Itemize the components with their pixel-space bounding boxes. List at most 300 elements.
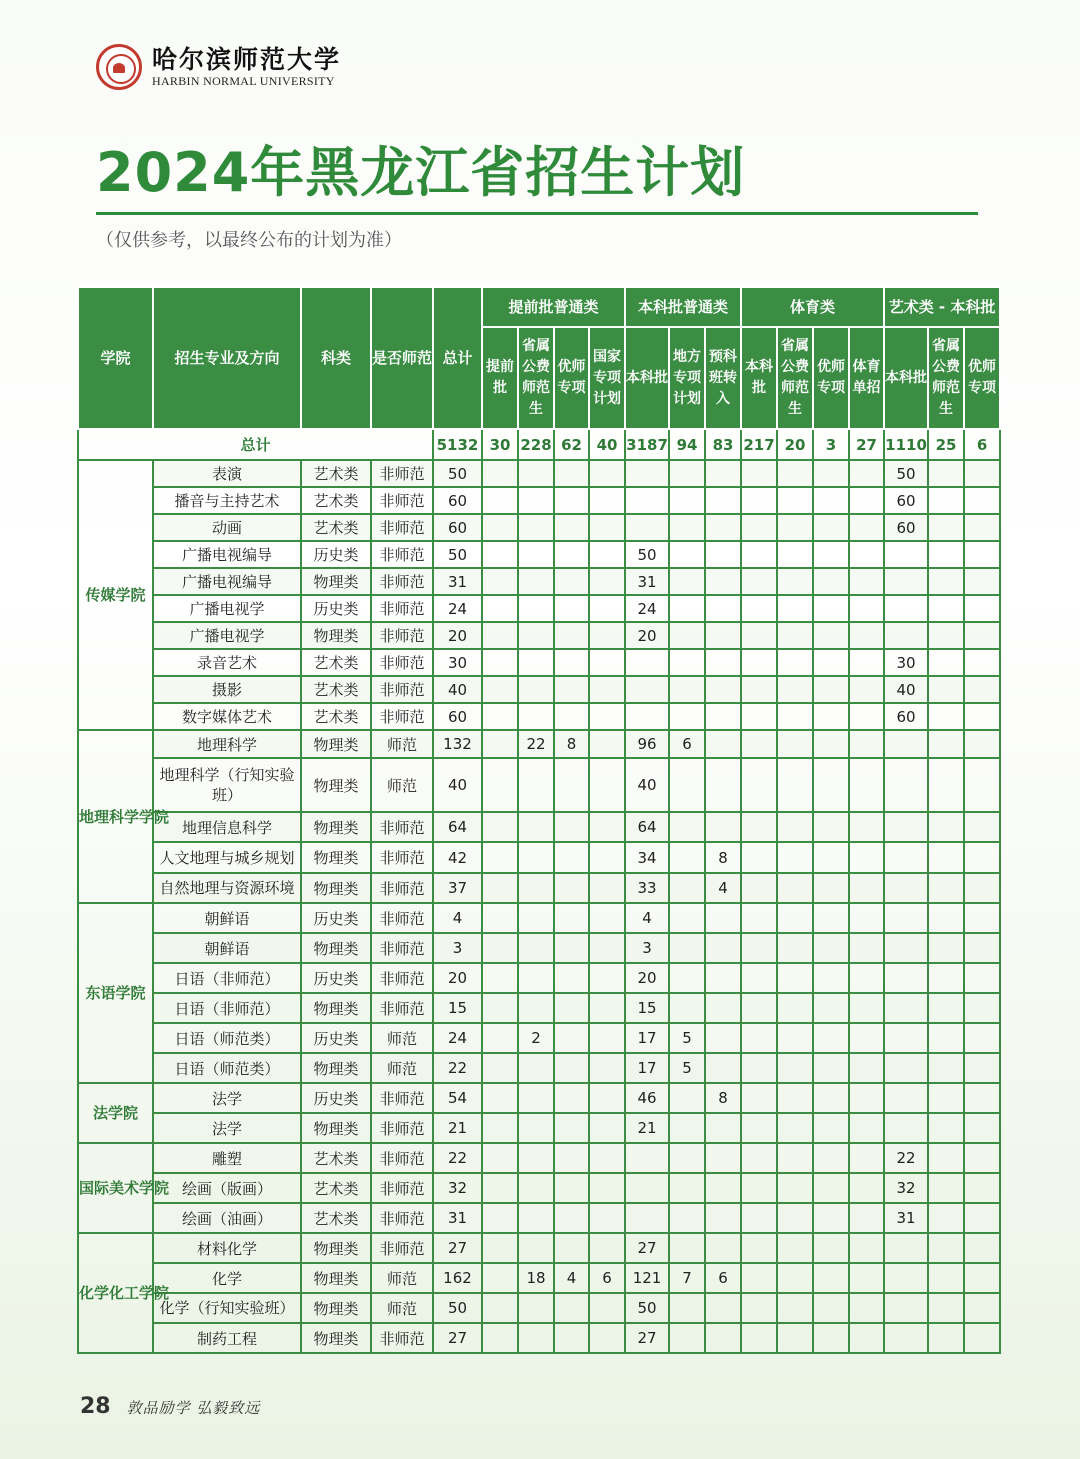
- quota-cell: [741, 1173, 777, 1203]
- quota-cell: 27: [433, 1233, 482, 1263]
- quota-cell: [849, 595, 884, 622]
- quota-cell: [589, 903, 625, 933]
- quota-cell: [928, 460, 964, 487]
- quota-cell: [482, 963, 518, 993]
- quota-cell: [741, 595, 777, 622]
- quota-cell: [741, 1143, 777, 1173]
- quota-cell: [482, 676, 518, 703]
- quota-cell: [554, 487, 589, 514]
- quota-cell: [482, 622, 518, 649]
- page-title: 2024年黑龙江省招生计划: [96, 141, 746, 204]
- subject-type: 艺术类: [301, 1173, 371, 1203]
- quota-cell: [849, 730, 884, 758]
- quota-cell: 8: [705, 842, 741, 873]
- major-name: 数字媒体艺术: [153, 703, 301, 730]
- quota-cell: [705, 1023, 741, 1053]
- quota-cell: [741, 1113, 777, 1143]
- quota-cell: [964, 758, 1000, 812]
- quota-cell: [669, 595, 705, 622]
- quota-cell: [849, 1263, 884, 1293]
- quota-cell: [813, 541, 849, 568]
- subject-type: 物理类: [301, 730, 371, 758]
- quota-cell: [849, 963, 884, 993]
- quota-cell: [813, 649, 849, 676]
- normal-status: 师范: [371, 730, 433, 758]
- quota-cell: [554, 933, 589, 963]
- quota-cell: [849, 514, 884, 541]
- quota-cell: [518, 812, 554, 842]
- quota-cell: [849, 1053, 884, 1083]
- major-name: 日语（非师范）: [153, 963, 301, 993]
- quota-cell: [964, 460, 1000, 487]
- quota-cell: [482, 1233, 518, 1263]
- quota-cell: 4: [554, 1263, 589, 1293]
- quota-cell: [518, 758, 554, 812]
- table-row: [78, 1023, 1000, 1053]
- quota-cell: [554, 903, 589, 933]
- quota-cell: [705, 703, 741, 730]
- quota-cell: [813, 730, 849, 758]
- quota-cell: [964, 568, 1000, 595]
- quota-cell: [928, 1263, 964, 1293]
- subject-type: 物理类: [301, 1113, 371, 1143]
- quota-cell: [777, 873, 813, 903]
- quota-cell: [518, 514, 554, 541]
- quota-cell: [589, 842, 625, 873]
- quota-cell: [482, 1203, 518, 1233]
- normal-status: 非师范: [371, 595, 433, 622]
- normal-status: 师范: [371, 1053, 433, 1083]
- quota-cell: [589, 758, 625, 812]
- subject-type: 历史类: [301, 903, 371, 933]
- quota-cell: 40: [433, 758, 482, 812]
- quota-cell: 6: [705, 1263, 741, 1293]
- total-cell: 94: [669, 429, 705, 460]
- quota-cell: [777, 993, 813, 1023]
- quota-cell: 21: [625, 1113, 669, 1143]
- quota-cell: [928, 1323, 964, 1353]
- quota-cell: [589, 541, 625, 568]
- quota-cell: [741, 541, 777, 568]
- quota-cell: [482, 1143, 518, 1173]
- quota-cell: [482, 1023, 518, 1053]
- quota-cell: [554, 1173, 589, 1203]
- quota-cell: [813, 1293, 849, 1323]
- quota-cell: 40: [433, 676, 482, 703]
- quota-cell: 46: [625, 1083, 669, 1113]
- major-name: 材料化学: [153, 1233, 301, 1263]
- table-row: [78, 1173, 1000, 1203]
- quota-cell: [589, 1113, 625, 1143]
- quota-cell: [964, 993, 1000, 1023]
- quota-cell: [705, 1053, 741, 1083]
- quota-cell: [849, 812, 884, 842]
- table-row: [78, 1203, 1000, 1233]
- table-row: [78, 1233, 1000, 1263]
- quota-cell: [554, 758, 589, 812]
- major-name: 录音艺术: [153, 649, 301, 676]
- quota-cell: [482, 1323, 518, 1353]
- group-header-sports: 体育类: [741, 287, 884, 327]
- sub-header: 国家专项计划: [589, 327, 625, 429]
- table-row: [78, 1083, 1000, 1113]
- subject-type: 物理类: [301, 1233, 371, 1263]
- quota-cell: [482, 873, 518, 903]
- quota-cell: [849, 676, 884, 703]
- normal-status: 师范: [371, 1023, 433, 1053]
- col-header-college: 学院: [78, 287, 153, 429]
- quota-cell: 7: [669, 1263, 705, 1293]
- sub-header: 省属公费师范生: [777, 327, 813, 429]
- quota-cell: [928, 1113, 964, 1143]
- quota-cell: 15: [625, 993, 669, 1023]
- quota-cell: [741, 703, 777, 730]
- major-name: 播音与主持艺术: [153, 487, 301, 514]
- normal-status: 非师范: [371, 1323, 433, 1353]
- quota-cell: [964, 1233, 1000, 1263]
- normal-status: 非师范: [371, 842, 433, 873]
- table-row: [78, 1113, 1000, 1143]
- college-name: 国际美术学院: [78, 1143, 153, 1233]
- quota-cell: [928, 842, 964, 873]
- quota-cell: 162: [433, 1263, 482, 1293]
- quota-cell: [741, 460, 777, 487]
- university-logo: [96, 44, 341, 90]
- quota-cell: [482, 595, 518, 622]
- major-name: 朝鲜语: [153, 933, 301, 963]
- quota-cell: [964, 1203, 1000, 1233]
- quota-cell: [964, 1143, 1000, 1173]
- reference-note: （仅供参考，以最终公布的计划为准）: [96, 230, 402, 251]
- subject-type: 物理类: [301, 993, 371, 1023]
- university-seal-icon: [96, 44, 142, 90]
- normal-status: 非师范: [371, 1113, 433, 1143]
- table-row: [78, 758, 1000, 812]
- quota-cell: [518, 842, 554, 873]
- quota-cell: [777, 487, 813, 514]
- normal-status: 非师范: [371, 622, 433, 649]
- quota-cell: 3: [625, 933, 669, 963]
- normal-status: 非师范: [371, 903, 433, 933]
- quota-cell: [705, 1113, 741, 1143]
- major-name: 自然地理与资源环境: [153, 873, 301, 903]
- title-divider: [96, 212, 978, 215]
- quota-cell: [589, 873, 625, 903]
- quota-cell: [669, 703, 705, 730]
- quota-cell: [669, 1113, 705, 1143]
- subject-type: 历史类: [301, 1083, 371, 1113]
- quota-cell: [884, 963, 928, 993]
- subject-type: 物理类: [301, 622, 371, 649]
- sub-header: 优师专项: [813, 327, 849, 429]
- quota-cell: [928, 703, 964, 730]
- quota-cell: [777, 622, 813, 649]
- quota-cell: [554, 568, 589, 595]
- total-cell: 6: [964, 429, 1000, 460]
- group-header-early-batch: 提前批普通类: [482, 287, 625, 327]
- quota-cell: [482, 568, 518, 595]
- quota-cell: [705, 487, 741, 514]
- quota-cell: 4: [433, 903, 482, 933]
- quota-cell: [928, 993, 964, 1023]
- sub-header: 地方专项计划: [669, 327, 705, 429]
- quota-cell: [813, 1053, 849, 1083]
- subject-type: 物理类: [301, 1293, 371, 1323]
- quota-cell: [741, 487, 777, 514]
- quota-cell: [705, 903, 741, 933]
- quota-cell: [849, 1323, 884, 1353]
- quota-cell: [884, 1323, 928, 1353]
- quota-cell: [964, 487, 1000, 514]
- quota-cell: [554, 812, 589, 842]
- quota-cell: [849, 1143, 884, 1173]
- total-cell: 228: [518, 429, 554, 460]
- quota-cell: [589, 730, 625, 758]
- quota-cell: [589, 676, 625, 703]
- quota-cell: 6: [669, 730, 705, 758]
- quota-cell: [813, 1323, 849, 1353]
- table-row: [78, 1053, 1000, 1083]
- quota-cell: 50: [433, 460, 482, 487]
- quota-cell: [849, 703, 884, 730]
- quota-cell: [669, 514, 705, 541]
- quota-cell: [964, 812, 1000, 842]
- quota-cell: [669, 1143, 705, 1173]
- quota-cell: [669, 1203, 705, 1233]
- quota-cell: [518, 487, 554, 514]
- quota-cell: 18: [518, 1263, 554, 1293]
- quota-cell: [741, 1023, 777, 1053]
- total-cell: 62: [554, 429, 589, 460]
- subject-type: 艺术类: [301, 1143, 371, 1173]
- quota-cell: [777, 514, 813, 541]
- quota-cell: [554, 649, 589, 676]
- total-cell: 20: [777, 429, 813, 460]
- quota-cell: [669, 676, 705, 703]
- quota-cell: [741, 1083, 777, 1113]
- table-row: [78, 649, 1000, 676]
- quota-cell: [589, 1083, 625, 1113]
- quota-cell: [964, 873, 1000, 903]
- quota-cell: 24: [433, 595, 482, 622]
- subject-type: 艺术类: [301, 703, 371, 730]
- quota-cell: 8: [705, 1083, 741, 1113]
- table-row: [78, 842, 1000, 873]
- subject-type: 历史类: [301, 595, 371, 622]
- table-row: [78, 1143, 1000, 1173]
- quota-cell: [813, 1173, 849, 1203]
- quota-cell: [777, 903, 813, 933]
- quota-cell: [554, 963, 589, 993]
- quota-cell: [849, 1173, 884, 1203]
- quota-cell: 20: [433, 963, 482, 993]
- quota-cell: [705, 649, 741, 676]
- quota-cell: [849, 1113, 884, 1143]
- quota-cell: [741, 568, 777, 595]
- normal-status: 非师范: [371, 541, 433, 568]
- quota-cell: [589, 812, 625, 842]
- quota-cell: [849, 1293, 884, 1323]
- page-number: 28: [80, 1394, 111, 1419]
- quota-cell: [625, 676, 669, 703]
- quota-cell: [964, 703, 1000, 730]
- quota-cell: [705, 1293, 741, 1323]
- quota-cell: [813, 676, 849, 703]
- quota-cell: [482, 1263, 518, 1293]
- quota-cell: [964, 1173, 1000, 1203]
- major-name: 广播电视编导: [153, 541, 301, 568]
- total-cell: 217: [741, 429, 777, 460]
- quota-cell: 60: [884, 487, 928, 514]
- quota-cell: [777, 1203, 813, 1233]
- quota-cell: [741, 514, 777, 541]
- quota-cell: [518, 1173, 554, 1203]
- major-name: 化学（行知实验班）: [153, 1293, 301, 1323]
- normal-status: 非师范: [371, 1143, 433, 1173]
- enrollment-plan-table: [77, 286, 1001, 1354]
- quota-cell: [884, 1293, 928, 1323]
- quota-cell: [964, 933, 1000, 963]
- subject-type: 物理类: [301, 758, 371, 812]
- quota-cell: 40: [625, 758, 669, 812]
- quota-cell: [741, 676, 777, 703]
- quota-cell: [813, 595, 849, 622]
- quota-cell: [777, 649, 813, 676]
- quota-cell: [741, 812, 777, 842]
- major-name: 日语（师范类）: [153, 1053, 301, 1083]
- group-header-undergrad-batch: 本科批普通类: [625, 287, 741, 327]
- quota-cell: [589, 595, 625, 622]
- quota-cell: 60: [433, 487, 482, 514]
- quota-cell: [589, 1203, 625, 1233]
- quota-cell: [482, 1053, 518, 1083]
- college-name: 东语学院: [78, 903, 153, 1083]
- normal-status: 非师范: [371, 812, 433, 842]
- table-row: [78, 963, 1000, 993]
- quota-cell: [741, 903, 777, 933]
- normal-status: 师范: [371, 758, 433, 812]
- quota-cell: 50: [433, 1293, 482, 1323]
- major-name: 雕塑: [153, 1143, 301, 1173]
- quota-cell: 31: [433, 1203, 482, 1233]
- quota-cell: [777, 1083, 813, 1113]
- quota-cell: [849, 1023, 884, 1053]
- quota-cell: [777, 1323, 813, 1353]
- quota-cell: [849, 622, 884, 649]
- quota-cell: [884, 595, 928, 622]
- quota-cell: [777, 703, 813, 730]
- quota-cell: [554, 541, 589, 568]
- quota-cell: [741, 963, 777, 993]
- quota-cell: [928, 1293, 964, 1323]
- quota-cell: [669, 1233, 705, 1263]
- quota-cell: [741, 730, 777, 758]
- quota-cell: [625, 514, 669, 541]
- quota-cell: [669, 993, 705, 1023]
- quota-cell: [777, 1293, 813, 1323]
- quota-cell: [554, 1023, 589, 1053]
- quota-cell: 22: [433, 1053, 482, 1083]
- quota-cell: 50: [884, 460, 928, 487]
- quota-cell: [928, 1203, 964, 1233]
- quota-cell: [813, 812, 849, 842]
- quota-cell: [669, 487, 705, 514]
- quota-cell: [928, 730, 964, 758]
- university-name-en: HARBIN NORMAL UNIVERSITY: [152, 74, 335, 88]
- quota-cell: [518, 622, 554, 649]
- quota-cell: 33: [625, 873, 669, 903]
- quota-cell: [884, 903, 928, 933]
- total-cell: 3187: [625, 429, 669, 460]
- quota-cell: [741, 622, 777, 649]
- quota-cell: [777, 1023, 813, 1053]
- quota-cell: [849, 903, 884, 933]
- col-header-normal: 是否师范: [371, 287, 433, 429]
- quota-cell: [705, 1143, 741, 1173]
- total-cell: 27: [849, 429, 884, 460]
- major-name: 日语（师范类）: [153, 1023, 301, 1053]
- quota-cell: [669, 812, 705, 842]
- quota-cell: [964, 595, 1000, 622]
- quota-cell: [589, 1323, 625, 1353]
- quota-cell: 31: [433, 568, 482, 595]
- sub-header: 本科批: [625, 327, 669, 429]
- quota-cell: [813, 1233, 849, 1263]
- table-row: [78, 1293, 1000, 1323]
- quota-cell: [554, 676, 589, 703]
- quota-cell: [849, 842, 884, 873]
- major-name: 绘画（油画）: [153, 1203, 301, 1233]
- quota-cell: [777, 460, 813, 487]
- quota-cell: [482, 1173, 518, 1203]
- quota-cell: [554, 460, 589, 487]
- quota-cell: [884, 1053, 928, 1083]
- normal-status: 非师范: [371, 514, 433, 541]
- quota-cell: [554, 1113, 589, 1143]
- sub-header: 优师专项: [554, 327, 589, 429]
- quota-cell: [777, 541, 813, 568]
- table-row: [78, 812, 1000, 842]
- quota-cell: [964, 730, 1000, 758]
- major-name: 动画: [153, 514, 301, 541]
- quota-cell: [705, 758, 741, 812]
- quota-cell: 4: [625, 903, 669, 933]
- quota-cell: 30: [884, 649, 928, 676]
- quota-cell: [589, 649, 625, 676]
- quota-cell: [884, 541, 928, 568]
- university-name-cn: 哈尔滨师范大学: [152, 45, 342, 74]
- quota-cell: 27: [433, 1323, 482, 1353]
- subject-type: 艺术类: [301, 514, 371, 541]
- quota-cell: [928, 622, 964, 649]
- table-row: [78, 676, 1000, 703]
- table-row: [78, 993, 1000, 1023]
- major-name: 人文地理与城乡规划: [153, 842, 301, 873]
- major-name: 制药工程: [153, 1323, 301, 1353]
- table-row: [78, 703, 1000, 730]
- quota-cell: [813, 933, 849, 963]
- quota-cell: [964, 649, 1000, 676]
- quota-cell: 20: [625, 622, 669, 649]
- quota-cell: [518, 595, 554, 622]
- quota-cell: [884, 622, 928, 649]
- quota-cell: [482, 812, 518, 842]
- quota-cell: [884, 1083, 928, 1113]
- quota-cell: [705, 676, 741, 703]
- normal-status: 非师范: [371, 1203, 433, 1233]
- quota-cell: [482, 1113, 518, 1143]
- quota-cell: [589, 568, 625, 595]
